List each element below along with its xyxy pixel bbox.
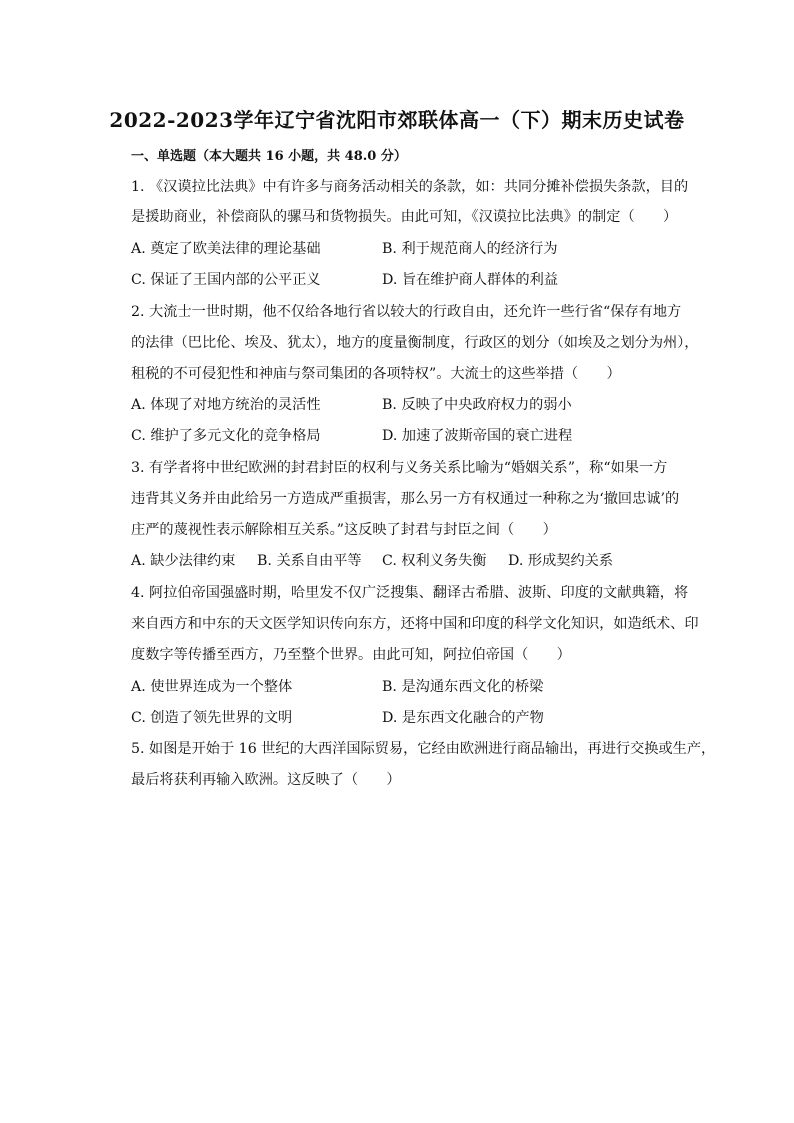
question-1-option-b: B. 利于规范商人的经济行为 (382, 241, 558, 257)
question-4-option-a: A. 使世界连成为一个整体 (131, 679, 293, 695)
question-3-line-2: 违背其义务并由此给另一方造成严重损害，那么另一方有权通过一种称之为‘撤回忠诚’的 (131, 491, 680, 507)
question-1-option-d: D. 旨在维护商人群体的利益 (382, 272, 558, 288)
section-heading: 一、单选题（本大题共 16 小题，共 48.0 分） (131, 149, 407, 164)
question-1-option-c: C. 保证了王国内部的公平正义 (131, 272, 321, 288)
question-2-option-a: A. 体现了对地方统治的灵活性 (131, 397, 321, 413)
question-4-option-c: C. 创造了领先世界的文明 (131, 710, 293, 726)
question-4-option-b: B. 是沟通东西文化的桥梁 (382, 679, 544, 695)
question-2-line-2: 的法律（巴比伦、埃及、犹太），地方的度量衡制度，行政区的划分（如埃及之划分为州）， (131, 335, 699, 351)
question-4-line-2: 来自西方和中东的天文医学知识传向东方，还将中国和印度的科学文化知识，如造纸术、印 (131, 616, 699, 632)
question-1-line-1: 1. 《汉谟拉比法典》中有许多与商务活动相关的条款，如：共同分摊补偿损失条款，目的 (131, 179, 689, 195)
question-2-option-c: C. 维护了多元文化的竞争格局 (131, 428, 321, 444)
question-2-line-3: 租税的不可侵犯性和神庙与祭司集团的各项特权”。大流士的这些举措（ ） (131, 366, 621, 382)
question-4-line-3: 度数字等传播至西方，乃至整个世界。由此可知，阿拉伯帝国（ ） (131, 647, 571, 663)
question-4-line-1: 4. 阿拉伯帝国强盛时期，哈里发不仅广泛搜集、翻译古希腊、波斯、印度的文献典籍，将 (131, 585, 689, 601)
question-1-line-2: 是援助商业，补偿商队的骡马和货物损失。由此可知，《汉谟拉比法典》的制定（ ） (131, 209, 678, 225)
exam-title: 2022-2023学年辽宁省沈阳市郊联体高一（下）期末历史试卷 (109, 108, 685, 132)
question-3-option-d: D. 形成契约关系 (508, 553, 614, 569)
question-2-line-1: 2. 大流士一世时期，他不仅给各地行省以较大的行政自由，还允许一些行省“保存有地方 (131, 304, 682, 320)
question-1-option-a: A. 奠定了欧美法律的理论基础 (131, 241, 321, 257)
question-3-option-b: B. 关系自由平等 (257, 553, 362, 569)
question-4-option-d: D. 是东西文化融合的产物 (382, 710, 544, 726)
question-2-option-b: B. 反映了中央政府权力的弱小 (382, 397, 572, 413)
question-3-option-c: C. 权利义务失衡 (382, 553, 487, 569)
question-3-line-3: 庄严的蔑视性表示解除相互关系。”这反映了封君与封臣之间（ ） (131, 522, 557, 538)
question-5-line-1: 5. 如图是开始于 16 世纪的大西洋国际贸易，它经由欧洲进行商品输出，再进行交换或生产， (131, 741, 716, 757)
question-3-option-a: A. 缺少法律约束 (131, 553, 236, 569)
question-5-line-2: 最后将获利再输入欧洲。这反映了（ ） (131, 772, 401, 788)
question-2-option-d: D. 加速了波斯帝国的衰亡进程 (382, 428, 573, 444)
question-3-line-1: 3. 有学者将中世纪欧洲的封君封臣的权利与义务关系比喻为“婚姻关系”，称“如果一方 (131, 460, 668, 476)
